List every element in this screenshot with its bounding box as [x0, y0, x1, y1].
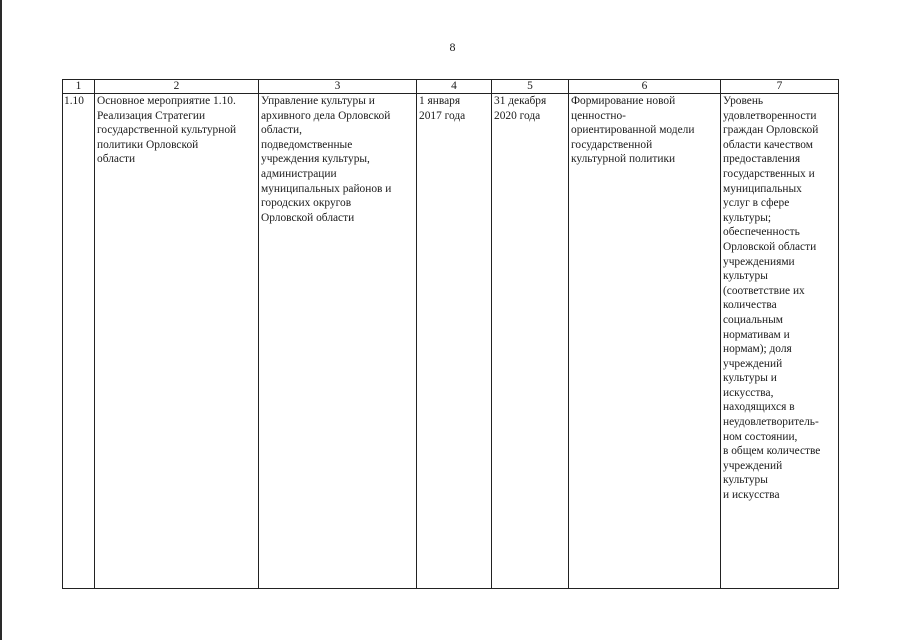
column-header-3: 3: [259, 80, 417, 94]
column-header-7: 7: [721, 80, 839, 94]
page-number: 8: [449, 40, 456, 54]
table-row: [63, 94, 839, 589]
start-date-cell: 1 января 2017 года: [417, 94, 492, 589]
expected-result-cell: Формирование новой ценностно- ориентированной модели государственной культурной политики: [569, 94, 721, 589]
column-number-row: [63, 80, 839, 94]
end-date-cell: 31 декабря 2020 года: [492, 94, 569, 589]
column-header-6: 6: [569, 80, 721, 94]
column-header-2: 2: [95, 80, 259, 94]
indicator-cell: Уровень удовлетворенности граждан Орловской области качеством предоставления государственных и муниципальных услуг в сфере культуры; обеспеченность Орловской области учреждениями культуры (соответствие их количества социальным нормативам и нормам); доля учреждений культуры и искусства, находящихся в неудовлетворитель- ном состоянии, в общем количестве учреждений культуры и искусства: [721, 94, 839, 589]
scan-left-edge: [0, 0, 2, 640]
column-header-1: 1: [63, 80, 95, 94]
executor-cell: Управление культуры и архивного дела Орловской области, подведомственные учреждения культуры, администрации муниципальных районов и городских округов Орловской области: [259, 94, 417, 589]
activities-table: [62, 79, 839, 589]
column-header-4: 4: [417, 80, 492, 94]
row-number-cell: 1.10: [63, 94, 95, 589]
activity-cell: Основное мероприятие 1.10. Реализация Стратегии государственной культурной политики Орловской области: [95, 94, 259, 589]
column-header-5: 5: [492, 80, 569, 94]
